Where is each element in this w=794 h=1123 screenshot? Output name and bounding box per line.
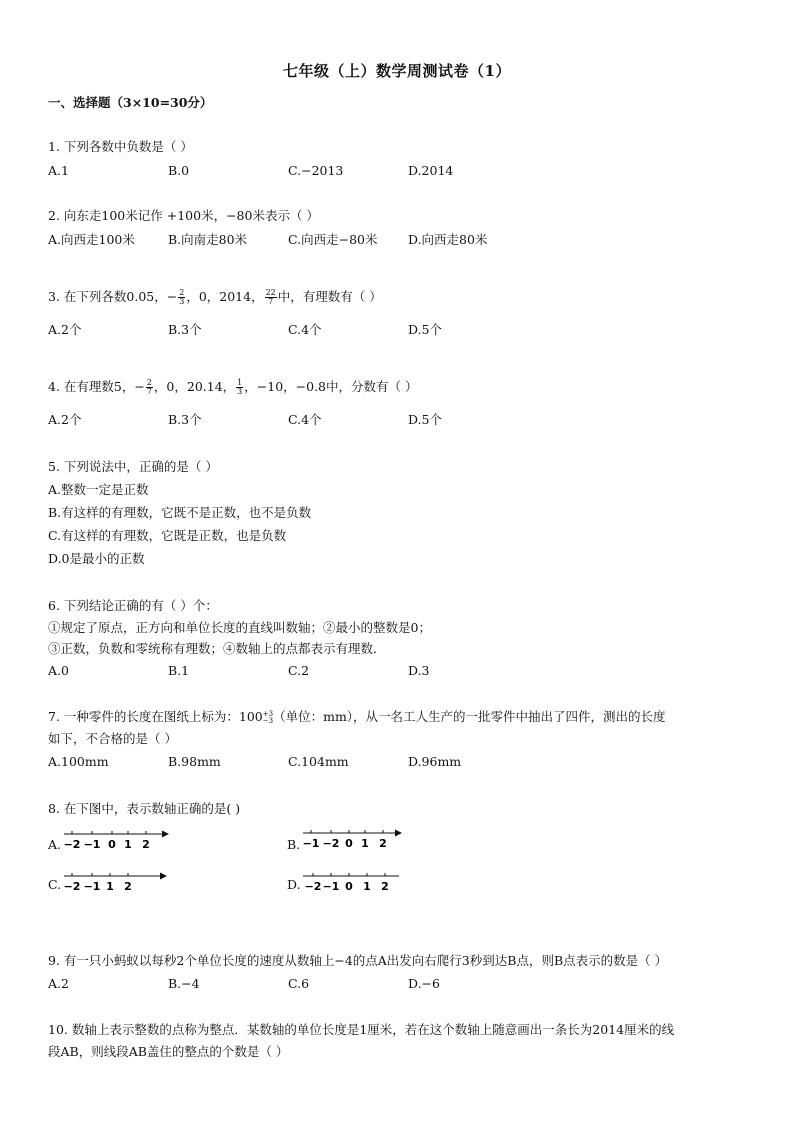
q8-axis-b-label: −2 [322, 837, 340, 850]
q8-axis-a-label: 0 [108, 838, 116, 851]
q3-option-d: D.5个 [408, 322, 443, 337]
q7-option-b: B.98mm [168, 754, 221, 769]
q9-option-c: C.6 [288, 976, 310, 991]
q4-option-d: D.5个 [408, 412, 443, 427]
q3-option-a: A.2个 [48, 322, 82, 337]
q8-number-line-b [301, 825, 411, 853]
question-4-stem [48, 378, 417, 396]
q9-option-d: D.−6 [408, 976, 440, 991]
question-9-stem: 9. 有一只小蚂蚁以每秒2个单位长度的速度从数轴上−4的点A出发向右爬行3秒到达B点，则B点表示的数是（ ） [48, 953, 668, 968]
q4-fraction-1: $\frac{2}{7}$ [146, 378, 152, 396]
question-7-stem [48, 708, 666, 726]
q8-number-line-d [301, 868, 411, 896]
q1-option-c: C.−2013 [288, 163, 344, 178]
q4-fraction-2: $\frac{1}{3}$ [237, 378, 243, 396]
q8-axis-a-label: −1 [83, 838, 101, 851]
q8-axis-a-label: −2 [63, 838, 81, 851]
q7-stem-part-a: 7. 一种零件的长度在图纸上标为：100 [48, 709, 263, 724]
q1-option-d: D.2014 [408, 163, 454, 178]
section-heading: 一、选择题（3×10=30分） [48, 95, 213, 110]
q3-fraction-1: $\frac{2}{3}$ [179, 288, 185, 306]
q4-option-a: A.2个 [48, 412, 82, 427]
page-title: 七年级（上）数学周测试卷（1） [283, 62, 511, 80]
q8-axis-b-label: 2 [379, 837, 387, 850]
q8-axis-c-label: 1 [106, 880, 114, 893]
q8-option-b-label: B. [287, 837, 301, 852]
question-6-stem: 6. 下列结论正确的有（ ）个： [48, 598, 218, 613]
q8-axis-a-label: 1 [124, 838, 132, 851]
q5-option-b: B.有这样的有理数，它既不是正数，也不是负数 [48, 505, 312, 520]
q3-option-c: C.4个 [288, 322, 322, 337]
q6-option-b: B.1 [168, 663, 190, 678]
q8-axis-b-label: −1 [302, 837, 320, 850]
q8-number-line-a [62, 828, 172, 856]
q5-option-c: C.有这样的有理数，它既是正数，也是负数 [48, 528, 287, 543]
q4-option-c: C.4个 [288, 412, 322, 427]
q8-axis-d-label: −1 [322, 880, 340, 893]
q8-axis-d-label: 1 [363, 880, 371, 893]
q8-axis-c-label: 2 [124, 880, 132, 893]
q7-option-d: D.96mm [408, 754, 462, 769]
q3-stem-part-a: 3. 在下列各数0.05，− [48, 289, 178, 304]
q8-option-a-label: A. [48, 837, 62, 852]
question-10-stem-line-1: 10. 数轴上表示整数的点称为整点．某数轴的单位长度是1厘米，若在这个数轴上随意画出一条长为2014厘米的线 [48, 1022, 675, 1037]
q8-axis-c-label: −1 [83, 880, 101, 893]
q1-option-b: B.0 [168, 163, 190, 178]
q3-stem-part-c: 中，有理数有（ ） [277, 289, 382, 304]
q8-axis-b-label: 0 [345, 837, 353, 850]
q4-option-b: B.3个 [168, 412, 202, 427]
q8-axis-b-label: 1 [361, 837, 369, 850]
q8-axis-d-label: 0 [345, 880, 353, 893]
q6-option-d: D.3 [408, 663, 430, 678]
q4-stem-part-a: 4. 在有理数5，− [48, 379, 145, 394]
q6-option-c: C.2 [288, 663, 310, 678]
q3-stem-part-b: ，0，2014， [186, 289, 264, 304]
q8-option-d-label: D. [287, 877, 301, 892]
q3-fraction-2: $\frac{22}{7}$ [265, 288, 276, 306]
q8-axis-d-label: −2 [304, 880, 322, 893]
q8-axis-a-label: 2 [142, 838, 150, 851]
q3-option-b: B.3个 [168, 322, 202, 337]
q2-option-c: C.向西走−80米 [288, 232, 378, 247]
q7-option-c: C.104mm [288, 754, 349, 769]
q8-number-line-c [62, 868, 172, 896]
q7-tolerance: +3 −3 [262, 709, 274, 725]
q2-option-d: D.向西走80米 [408, 232, 488, 247]
q6-statement-line-2: ③正数，负数和零统称有理数；④数轴上的点都表示有理数． [48, 641, 386, 656]
q5-option-a: A.整数一定是正数 [48, 482, 149, 497]
q9-option-b: B.−4 [168, 976, 200, 991]
q6-statement-line-1: ①规定了原点，正方向和单位长度的直线叫数轴；②最小的整数是0； [48, 620, 431, 635]
q6-option-a: A.0 [48, 663, 69, 678]
question-8-stem: 8. 在下图中，表示数轴正确的是( ) [48, 801, 241, 816]
q8-option-c-label: C. [48, 877, 62, 892]
q2-option-a: A.向西走100米 [48, 232, 135, 247]
q2-option-b: B.向南走80米 [168, 232, 248, 247]
q9-option-a: A.2 [48, 976, 69, 991]
question-10-stem-line-2: 段AB，则线段AB盖住的整点的个数是（ ） [48, 1044, 289, 1059]
q5-option-d: D.0是最小的正数 [48, 551, 145, 566]
question-5-stem: 5. 下列说法中，正确的是（ ） [48, 459, 218, 474]
q7-option-a: A.100mm [48, 754, 109, 769]
question-1-stem: 1. 下列各数中负数是（ ） [48, 139, 193, 154]
q7-stem-line-2: 如下，不合格的是（ ） [48, 731, 177, 746]
q1-option-a: A.1 [48, 163, 69, 178]
question-2-stem: 2. 向东走100米记作 +100米，−80米表示（ ） [48, 208, 319, 223]
q8-axis-d-label: 2 [381, 880, 389, 893]
q8-axis-c-label: −2 [63, 880, 81, 893]
q4-stem-part-b: ，0，20.14， [153, 379, 236, 394]
question-3-stem [48, 288, 382, 306]
q4-stem-part-c: ，−10，−0.8中，分数有（ ） [244, 379, 418, 394]
q7-stem-part-b: （单位：mm），从一名工人生产的一批零件中抽出了四件，测出的长度 [273, 709, 666, 724]
